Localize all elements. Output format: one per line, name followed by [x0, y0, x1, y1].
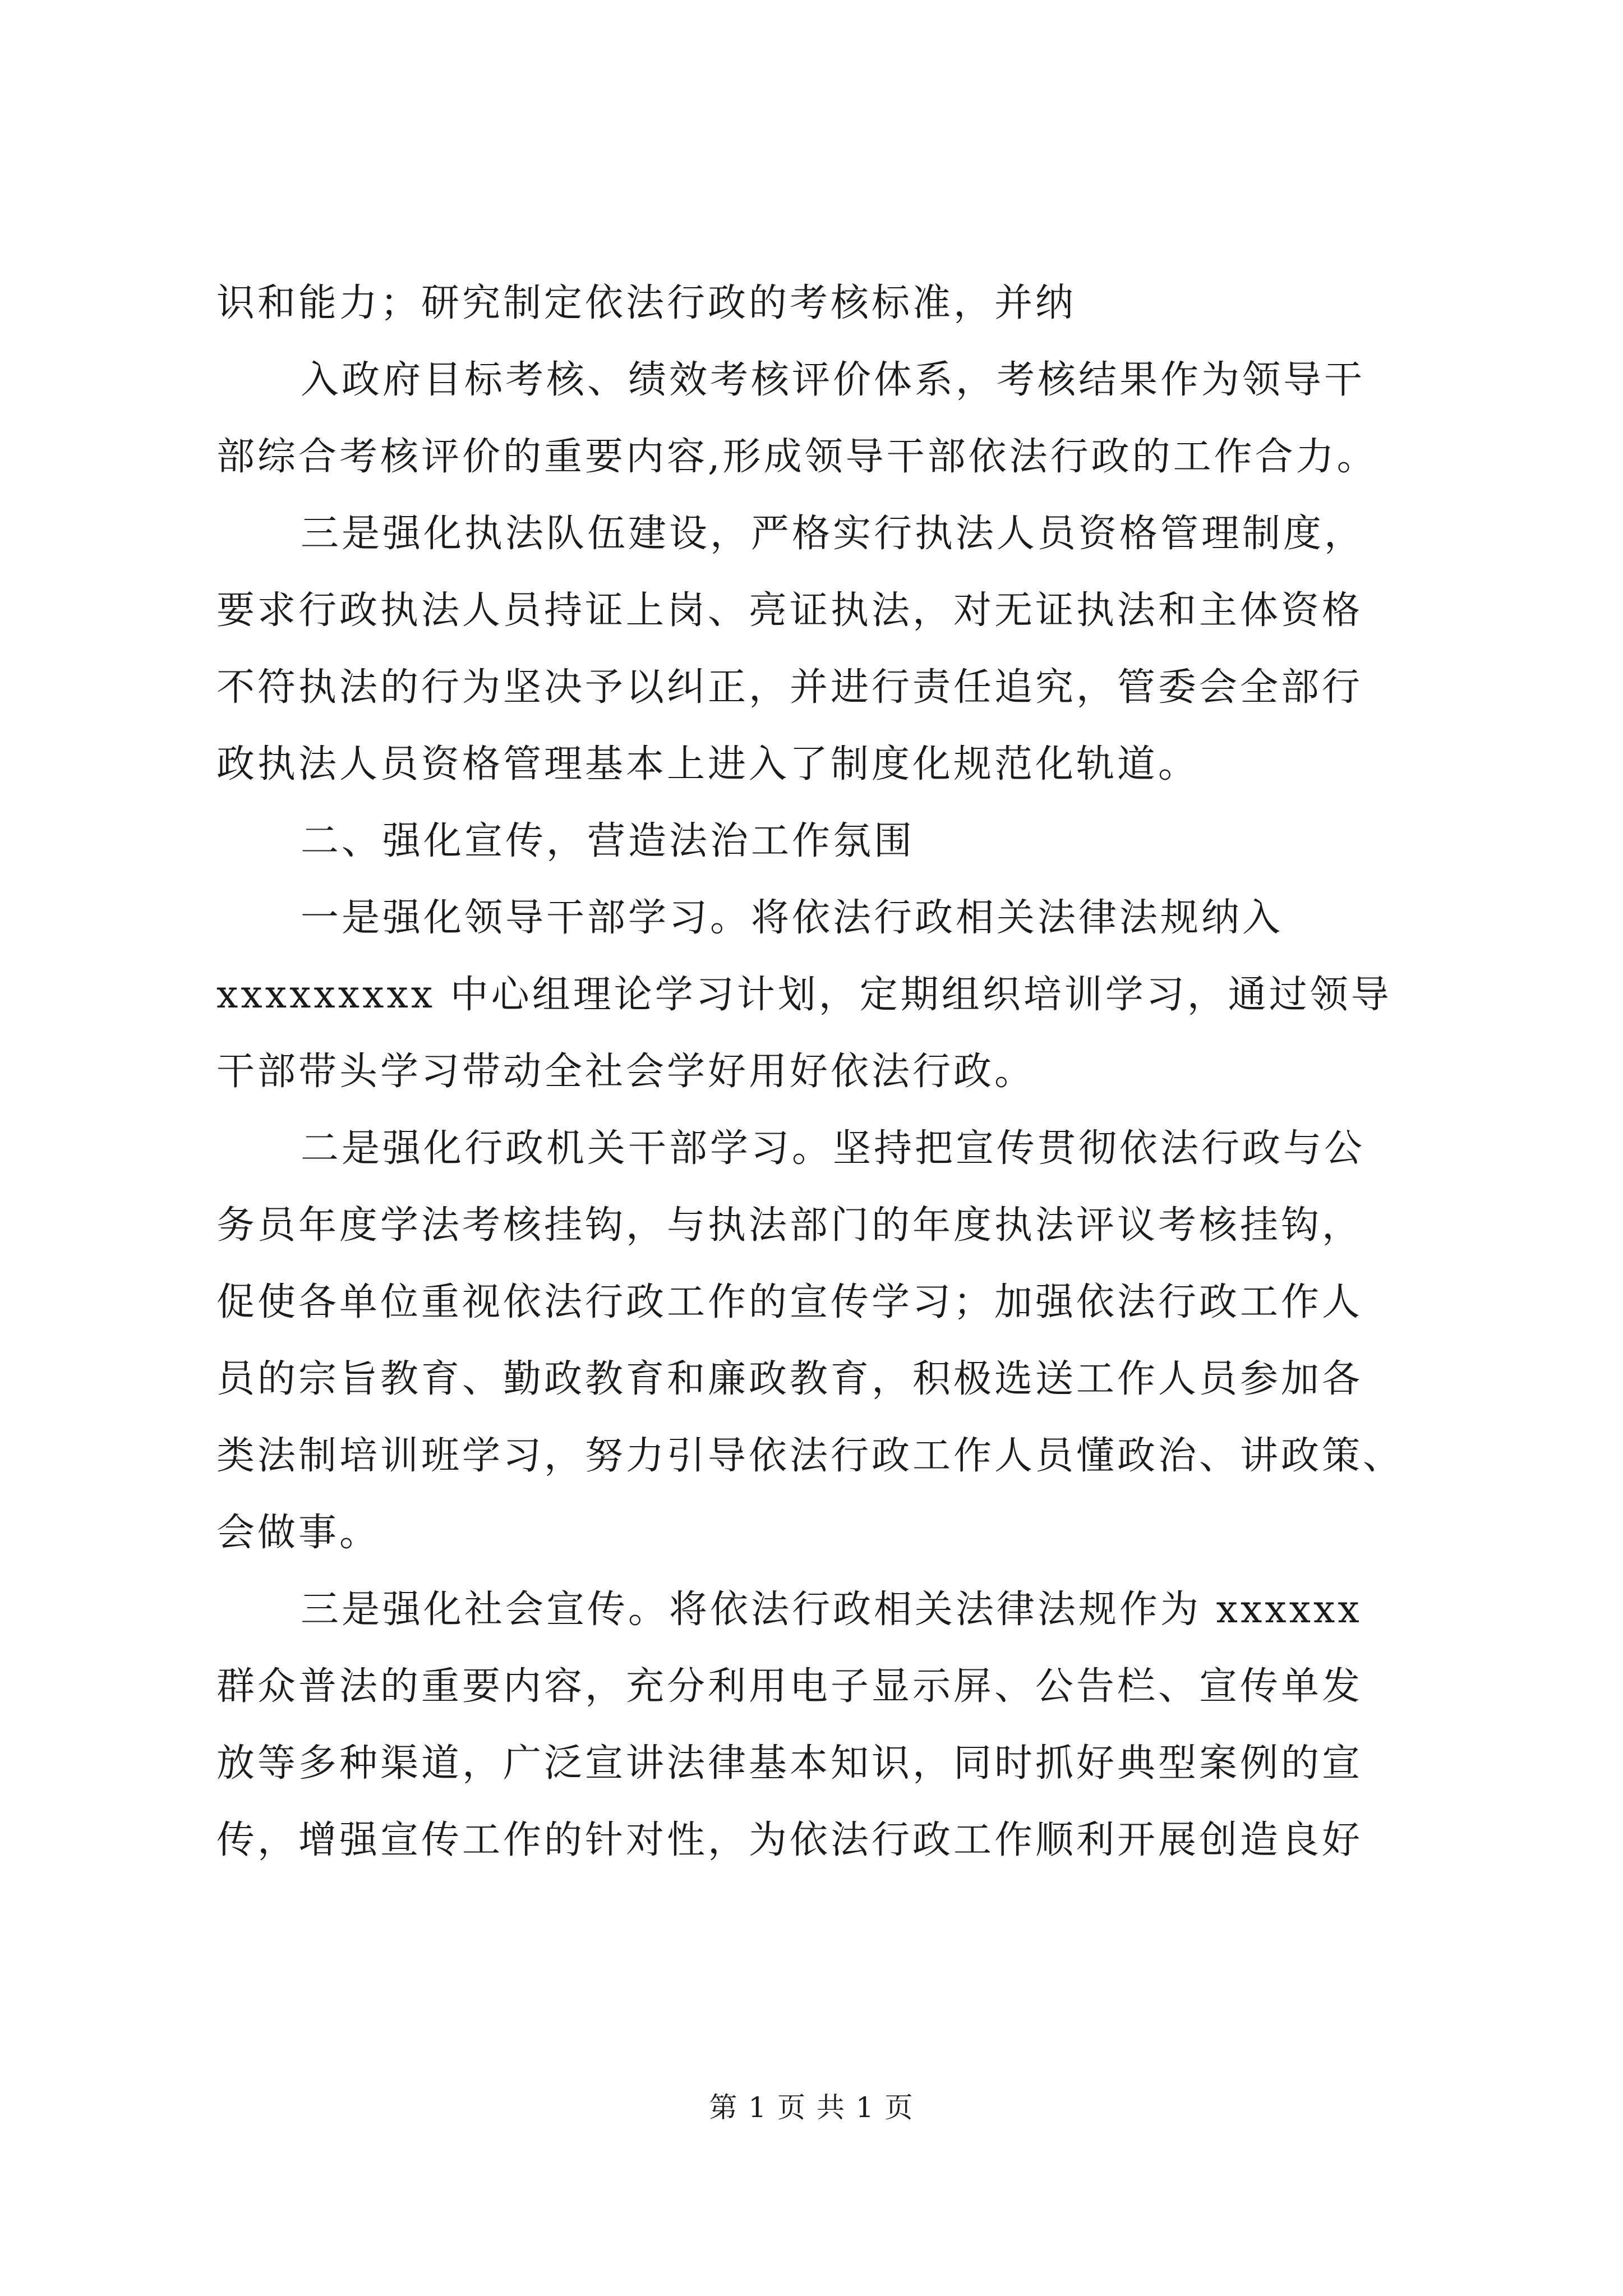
- text-line: 识和能力；研究制定依法行政的考核标准，并纳: [216, 281, 1077, 325]
- text-line: 入政府目标考核、绩效考核评价体系，考核结果作为领导干: [301, 358, 1366, 402]
- text-line: 放等多种渠道，广泛宣讲法律基本知识，同时抓好典型案例的宣: [216, 1741, 1363, 1786]
- text-line: 干部带头学习带动全社会学好用好依法行政。: [216, 1050, 1036, 1094]
- text-line: 务员年度学法考核挂钩，与执法部门的年度执法评议考核挂钩，: [216, 1203, 1363, 1248]
- text-line: 三是强化社会宣传。将依法行政相关法律法规作为 xxxxxx: [301, 1588, 1362, 1632]
- text-line: 员的宗旨教育、勤政教育和廉政教育，积极选送工作人员参加各: [216, 1357, 1363, 1401]
- text-line: 促使各单位重视依法行政工作的宣传学习；加强依法行政工作人: [216, 1280, 1363, 1324]
- text-line: 部综合考核评价的重要内容,形成领导干部依法行政的工作合力。: [216, 435, 1378, 479]
- document-body: [216, 265, 1439, 1879]
- text-line: 三是强化执法队伍建设，严格实行执法人员资格管理制度，: [301, 512, 1366, 556]
- section-heading: 二、强化宣传，营造法治工作氛围: [301, 819, 915, 863]
- text-line: 二是强化行政机关干部学习。坚持把宣传贯彻依法行政与公: [301, 1126, 1366, 1171]
- text-line: 政执法人员资格管理基本上进入了制度化规范化轨道。: [216, 742, 1200, 786]
- text-line: 会做事。: [216, 1511, 381, 1555]
- text-line: 类法制培训班学习，努力引导依法行政工作人员懂政治、讲政策、: [216, 1434, 1404, 1478]
- text-line: 群众普法的重要内容，充分利用电子显示屏、公告栏、宣传单发: [216, 1664, 1363, 1709]
- text-line: 不符执法的行为坚决予以纠正，并进行责任追究，管委会全部行: [216, 665, 1363, 710]
- text-line: 要求行政执法人员持证上岗、亮证执法，对无证执法和主体资格: [216, 588, 1363, 633]
- text-line: 一是强化领导干部学习。将依法行政相关法律法规纳入: [301, 896, 1284, 940]
- text-line: 传，增强宣传工作的针对性，为依法行政工作顺利开展创造良好: [216, 1818, 1363, 1862]
- page-number-footer: 第 1 页 共 1 页: [709, 2091, 914, 2124]
- text-line: xxxxxxxxx 中心组理论学习计划，定期组织培训学习，通过领导: [216, 973, 1392, 1017]
